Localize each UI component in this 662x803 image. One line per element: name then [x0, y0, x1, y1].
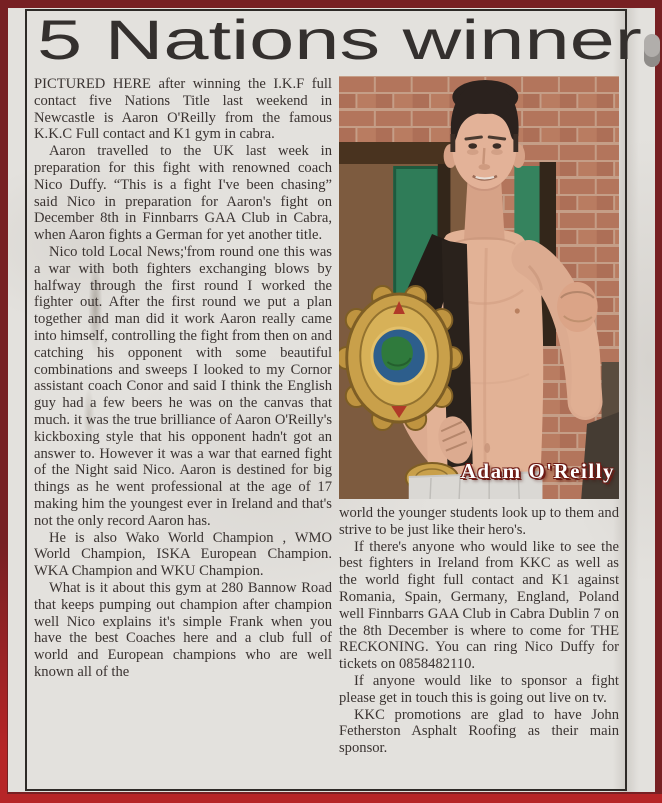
fist: [557, 282, 598, 332]
left-column: [34, 76, 332, 782]
boxer-photo-graphic: [339, 76, 619, 499]
paragraph: What is it about this gym at 280 Bannow Road that keeps pumping out champion after champion well Nico explains it's simple Frank when you have the best Coaches here and a club full of world and European champions who are well known all of the: [34, 579, 332, 680]
paragraph: Aaron travelled to the UK last week in preparation for this fight with renowned coach Nico Duffy. “This is a fight I've been chasing” said Nico in preparation for Aaron's fight on December 8th in Finnbarrs GAA Club in Cabra, when Aaron fights a German for yet another title.: [34, 143, 332, 244]
article-box: [25, 8, 642, 791]
boxer-photo: [339, 76, 619, 499]
newspaper-page: [8, 8, 655, 792]
paragraph: world the younger students look up to them and strive to be just like their hero's.: [339, 505, 619, 538]
paragraph: If anyone would like to sponsor a fight please get in touch this is going out live on tv.: [339, 672, 619, 706]
article-columns: [27, 74, 625, 782]
paragraph: He is also Wako World Champion , WMO World Champion, ISKA European Champion. WKA Champion and WKU Champion.: [34, 529, 332, 580]
photo-caption: Adam O'Reilly: [460, 459, 615, 483]
paragraph: KKC promotions are glad to have John Fetherston Asphalt Roofing as their main sponsor.: [339, 706, 619, 757]
scan-border-left-highlight: [0, 543, 7, 803]
right-column: [339, 76, 619, 782]
scan-artifact: [644, 34, 660, 67]
paragraph: If there's anyone who would like to see the best fighters in Ireland from KKC as well as the world fight full contact and K1 against Romania, Spain, Germany, England, Poland well Finnbarrs GAA Club in Cabra Dublin 7 on the 8th December is where to come for THE RECKONING. You can ring Nico Duffy for tickets on 0858482110.: [339, 538, 619, 673]
paragraph: Nico told Local News;'from round one this was a war with both fighters exchanging blows by halfway through the first round I worked the fighter out. After the first round we put a plan together and man did it work Aaron really came into himself, controlling the fight from then on and catching his opponent with some beautiful combinations and sweeps I looked to my Cornor assistant coach Conor and said I think the English guy had a few beers he was on the canvas that much. it was the true brilliance of Aaron O'Reilly's kickboxing style that his opponent hadn't got an answer to. However it was a war that earned fight of the Night said Nico. Aaron is destined for big things as he went professional at the age of 17 making him the youngest ever in Ireland and that's not the only record Aaron has.: [34, 243, 332, 529]
scan-border-bottom: [0, 794, 662, 803]
headline: 5 Nations winner: [37, 8, 642, 71]
paragraph: PICTURED HERE after winning the I.K.F full contact five Nations Title last weekend in Newcastle is Aaron O'Reilly from the famous K.K.C Full contact and K1 gym in cabra.: [34, 76, 332, 143]
